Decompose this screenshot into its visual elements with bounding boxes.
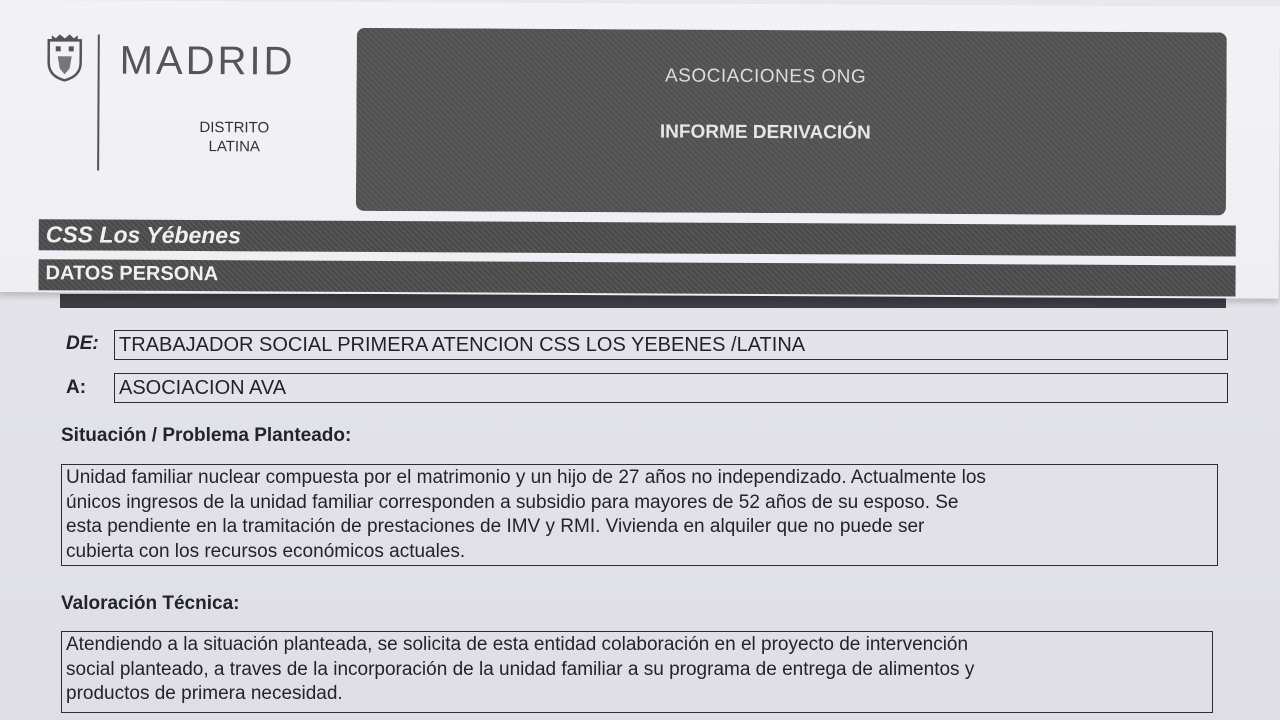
from-value: TRABAJADOR SOCIAL PRIMERA ATENCION CSS LOS YEBENES /LATINA [119, 334, 806, 356]
situation-line: cubierta con los recursos económicos actuales. [66, 540, 466, 562]
situation-line: esta pendiente en la tramitación de prestaciones de IMV y RMI. Vivienda en alquiler que no puede ser [66, 516, 925, 537]
situation-line: únicos ingresos de la unidad familiar corresponden a subsidio para mayores de 52 años de su esposo. Se [66, 491, 959, 513]
from-label: DE: [66, 333, 99, 354]
section-bar [38, 259, 1235, 296]
situation-box [61, 464, 1218, 566]
assessment-title: Valoración Técnica: [61, 593, 240, 614]
assessment-line: productos de primera necesidad. [66, 683, 343, 704]
situation-text [66, 466, 1213, 564]
madrid-crest-icon [46, 32, 84, 82]
assessment-text [66, 633, 1208, 707]
situation-line: Unidad familiar nuclear compuesta por el matrimonio y un hijo de 27 años no independizado. Actualmente los [66, 467, 986, 488]
city-name: MADRID [119, 38, 296, 84]
district-name [169, 118, 299, 157]
district-line: LATINA [208, 138, 260, 156]
district-line: DISTRITO [199, 119, 270, 137]
centre-bar [39, 219, 1236, 256]
to-value: ASOCIACION AVA [119, 377, 287, 399]
to-field [114, 373, 1228, 403]
document-header-box [356, 28, 1227, 216]
header-category: ASOCIACIONES ONG [664, 65, 867, 88]
assessment-line: Atendiendo a la situación planteada, se solicita de esta entidad colaboración en el proyecto de intervención [66, 634, 969, 655]
document-title: INFORME DERIVACIÓN [659, 121, 871, 144]
assessment-box [61, 631, 1213, 713]
assessment-line: social planteado, a traves de la incorporación de la unidad familiar a su programa de entrega de alimentos y [66, 658, 975, 680]
section-bar-title: DATOS PERSONA [45, 262, 219, 286]
folded-header-sheet [0, 0, 1280, 299]
logo-divider [97, 35, 100, 171]
from-field [114, 330, 1228, 360]
situation-title: Situación / Problema Planteado: [61, 425, 352, 446]
centre-name: CSS Los Yébenes [45, 221, 241, 249]
to-label: A: [66, 377, 87, 398]
